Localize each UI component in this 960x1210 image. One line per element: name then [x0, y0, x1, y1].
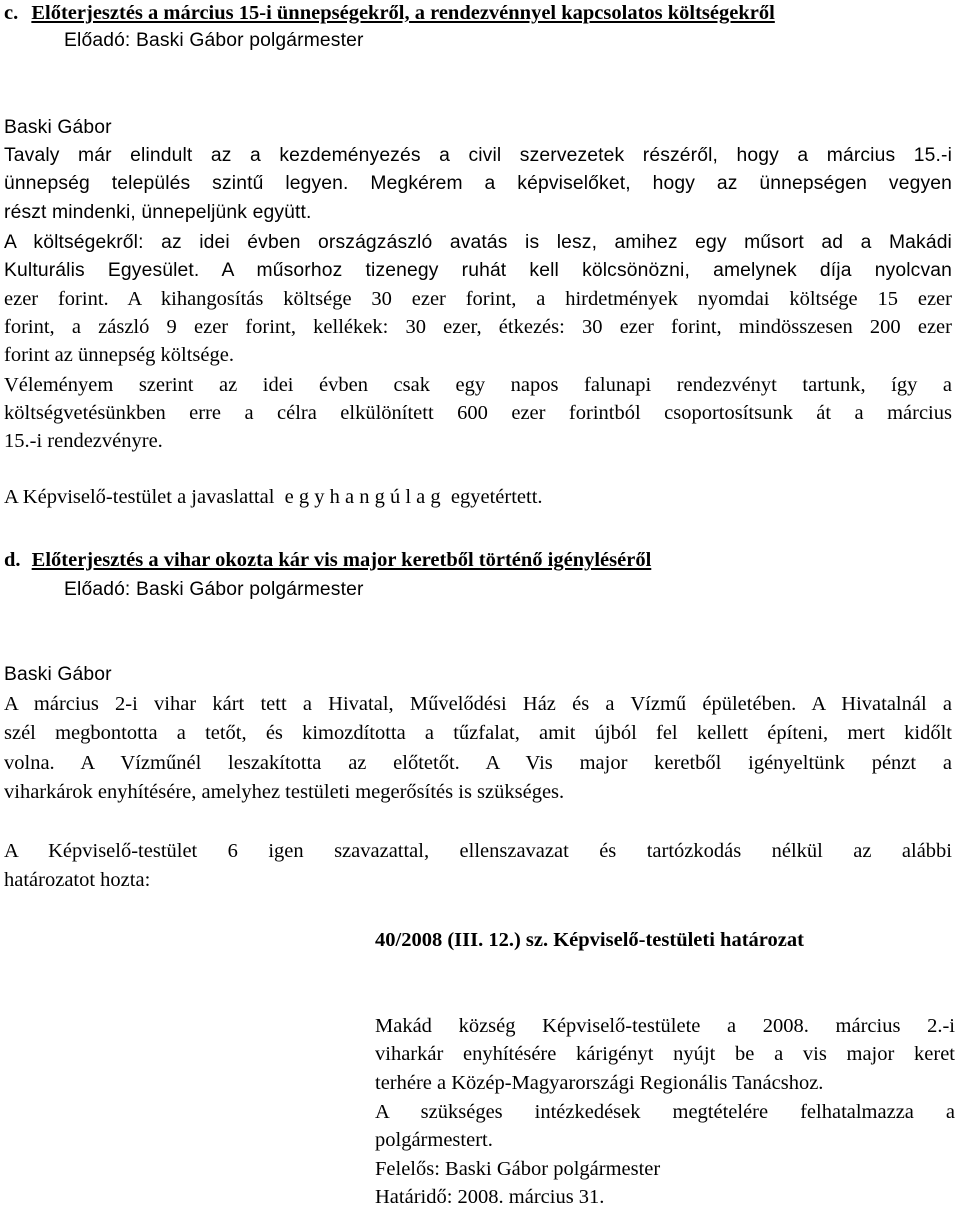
section-c-p3-line1: Véleményem szerint az idei évben csak egy napos falunapi rendezvényt tartunk, így a — [4, 374, 952, 396]
section-c-title: Előterjesztés a március 15-i ünnepségekről, a rendezvénnyel kapcsolatos költségekről — [31, 2, 775, 24]
resolution-title: 40/2008 (III. 12.) sz. Képviselő-testületi határozat — [375, 929, 804, 951]
section-d-prefix: d. — [4, 549, 21, 571]
resolution-deadline: Határidő: 2008. március 31. — [375, 1186, 605, 1208]
section-c-decision: A Képviselő-testület a javaslattal e g y h a n g ú l a g egyetértett. — [4, 486, 543, 508]
resolution-line5: polgármestert. — [375, 1129, 493, 1151]
section-c-p2-line3: ezer forint. A kihangosítás költsége 30 ezer forint, a hirdetmények nyomdai költsége 15 ezer — [4, 288, 952, 310]
section-c-prefix: c. — [4, 2, 19, 24]
section-c-p2-line1: A költségekről: az idei évben országzászló avatás is lesz, amihez egy műsort ad a Makádi — [4, 232, 952, 253]
section-d-p1-line4: viharkárok enyhítésére, amelyhez testületi megerősítés is szükséges. — [4, 781, 565, 803]
section-d-p1-line2: szél megbontotta a tetőt, és kimozdította a tűzfalat, amit újból fel kellett építeni, mert kidőlt — [4, 722, 952, 744]
section-c-p3-line2: költségvetésünkben erre a célra elkülönített 600 ezer forintból csoportosítsunk át a március — [4, 402, 952, 424]
section-d-heading — [4, 547, 651, 573]
resolution-line2: viharkár enyhítésére kárigényt nyújt be a vis major keret — [375, 1043, 955, 1065]
section-c-p2-line4: forint, a zászló 9 ezer forint, kellékek: 30 ezer, étkezés: 30 ezer forint, mindösszesen 200 ezer — [4, 316, 952, 338]
section-d-presenter: Előadó: Baski Gábor polgármester — [64, 579, 364, 600]
section-c-p1-line2: ünnepség település szintű legyen. Megkérem a képviselőket, hogy az ünnepségen vegyen — [4, 173, 952, 194]
section-c-speaker: Baski Gábor — [4, 117, 112, 138]
section-d-vote-line2: határozatot hozta: — [4, 869, 151, 891]
section-c-p1-line3: részt mindenki, ünnepeljünk együtt. — [4, 202, 312, 223]
section-d-p1-line3: volna. A Vízműnél leszakította az előtetőt. A Vis major keretből igényeltünk pénzt a — [4, 752, 952, 774]
section-d-speaker: Baski Gábor — [4, 664, 112, 685]
section-d-title: Előterjesztés a vihar okozta kár vis major keretből történő igényléséről — [31, 549, 652, 571]
section-c-p2-line2: Kulturális Egyesület. A műsorhoz tizenegy ruhát kell kölcsönözni, amelynek díja nyolcvan — [4, 260, 952, 281]
resolution-responsible: Felelős: Baski Gábor polgármester — [375, 1158, 661, 1180]
section-c-p2-line5: forint az ünnepség költsége. — [4, 344, 234, 366]
resolution-line4: A szükséges intézkedések megtételére felhatalmazza a — [375, 1101, 955, 1123]
resolution-line1: Makád község Képviselő-testülete a 2008. március 2.-i — [375, 1015, 955, 1037]
resolution-line3: terhére a Közép-Magyarországi Regionális Tanácshoz. — [375, 1072, 824, 1094]
section-c-presenter: Előadó: Baski Gábor polgármester — [64, 30, 364, 51]
section-c-heading — [4, 0, 775, 26]
section-c-p1-line1: Tavaly már elindult az a kezdeményezés a civil szervezetek részéről, hogy a március 15.-i — [4, 145, 952, 166]
section-c-p3-line3: 15.-i rendezvényre. — [4, 430, 163, 452]
section-d-p1-line1: A március 2-i vihar kárt tett a Hivatal, Művelődési Ház és a Vízmű épületében. A Hivatalnál a — [4, 693, 952, 715]
section-d-vote-line1: A Képviselő-testület 6 igen szavazattal, ellenszavazat és tartózkodás nélkül az alábbi — [4, 840, 952, 862]
